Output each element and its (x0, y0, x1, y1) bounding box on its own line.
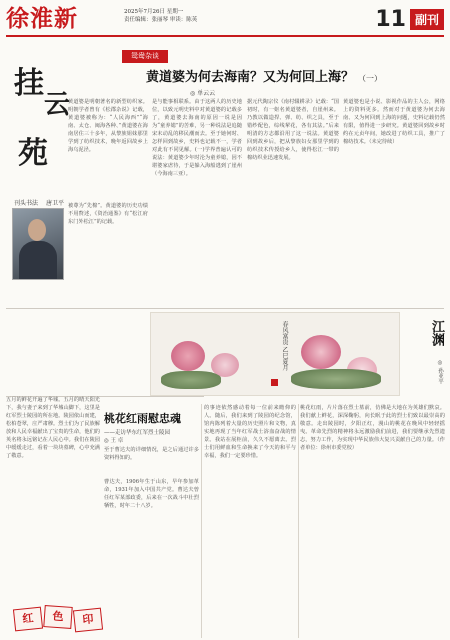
masthead-date (124, 8, 264, 24)
article2-col4: 桃花红雨，片片落在烈士墓前，仿佛是大地在为英雄们默哀。我们献上鲜花，深深鞠躬，向长眠于此的烈士们致以最崇高的敬意。走出陵园时，夕阳正红，漫山的桃花在晚风中轻轻摇曳。革命先烈的精神将永远激励我们前进，我们要继承先烈遗志，努力工作，为实现中华民族伟大复兴贡献自己的力量。（作者单位：徐州市委党校） (300, 405, 445, 451)
article1-headline-suffix: （一） (358, 74, 383, 83)
article2-left-col: 五月的鲜花开遍了华墟。五月的晴天阳光下，我与妻子来到了华墟山脚下，这里是红军烈士陵园的所在地。陵园依山而建，松柏苍翠，庄严肃穆。烈士们为了民族解放和人民幸福献出了宝贵的生命，他们的英名将永远铭记在人民心中。我们在陵园中缓缓走过，看着一块块墓碑，心中充满了敬意。 (6, 397, 100, 459)
article2-mid-top: 至于曹达夫的详细情况，是之后通过许多资料得知的。 (104, 447, 199, 461)
column-rule-1 (201, 404, 202, 638)
peony-flower-3 (301, 335, 341, 369)
author-portrait (12, 208, 64, 280)
jiangnan-title: 江渊 (429, 320, 444, 346)
article2-author: ◎ 王 卓 (104, 438, 124, 444)
column-title-char-2: 云 (44, 90, 71, 120)
peony-painting (150, 312, 400, 396)
header-rule (6, 35, 444, 37)
column-title (14, 58, 74, 188)
column-title-char-1: 挂 (14, 66, 44, 101)
article2-byline: ——走访华东红军烈士陵园 (104, 430, 171, 436)
portrait-body (19, 241, 57, 279)
peony-flower-1 (171, 341, 205, 371)
column-title-char-3: 苑 (18, 136, 48, 171)
article2-mid-col: 曹达夫，1906年生于山东，早年参加革命，1931年加入中国共产党。曹达夫曾任红军某部政委，后来在一次战斗中壮烈牺牲，时年二十八岁。 (104, 479, 199, 509)
column-rule-2 (298, 404, 299, 638)
stamp-char-3: 印 (73, 608, 103, 633)
article1-col3: 黄道婆也是小说、影视作品的主人公，网络上的资料更多。然而对于黄道婆为何去海南、又为何回到上海的问题，史料记载仍然有限，值得进一步研究。黄道婆回到故乡时约在元贞年间，她改进了纺织工具，推广了棉纺技术。（未完待续） (343, 99, 445, 145)
stamp-char-2: 色 (43, 605, 72, 629)
stamp-char-1: 红 (13, 607, 43, 632)
jiangnan-author: ◎ 孙亚平 (437, 360, 443, 385)
byline-name: 唐卫平 (46, 200, 65, 207)
article1-headline-text: 黄道婆为何去海南？又为何回上海？ (146, 70, 355, 85)
article1-col0: 黄道婆是明朝著名的新型纺织家。明朝学者曾有《松郡杂说》记载，黄道婆被称为：“人民海西”“海南、太仓、闽海各种、”黄道婆在海南居住三十多年，从黎族姐妹那里学到了纺织技术，晚年返回故乡上海乌泥泾。 (68, 99, 148, 153)
article1-author: ◎ 单云云 (190, 90, 216, 97)
page-number-block (360, 6, 444, 32)
page-number: 11 (375, 6, 406, 32)
red-stamp-decoration (14, 604, 104, 634)
byline-label: 刊头书法 (14, 200, 39, 207)
peony-leaves-2 (291, 369, 381, 389)
peony-leaves-1 (161, 371, 221, 389)
article1-col2: 据元代陶宗仪《南村辍耕录》记载：“国初时，有一妪名黄道婆者，自崖州来。乃教以做造捍、弹、纺、织之具，至于错纱配色，综线挈花，各有其法。”后来明清的方志都沿用了这一说法。黄道婆回到故乡后，把从黎族妇女那里学到的纺织技术传授给乡人，使得松江一带的棉纺织业迅速发展。 (247, 99, 339, 161)
column-tag: 鸳鸯杂谈 (122, 50, 168, 63)
painting-seal (271, 379, 278, 386)
article1-headline (146, 66, 446, 84)
section-divider-1 (6, 308, 444, 309)
article1-col1: 是与能事相联系。由于这两人的历史地位，以致元明史料中对黄道婆的记载多了，黄道婆去海南的原因一说是因为“童养媳”的苦难，另一种说法是追随宋末动乱的移民潮而去。至于她何时、怎样回到故乡，史料也记载不一，学者对此有不同见解。(一)学界普遍认可的说法：黄道婆少年时沦为童养媳，因不堪婆家虐待，于是躲入海船逃到了崖州（今海南三亚）。 (152, 99, 242, 177)
date-line-2: 责任编辑：张丽琴 审读：陈英 (124, 17, 198, 23)
article2-col3: 的事迹依然感动着每一位前来瞻仰的人。随后，我们来到了陵园的纪念馆，馆内陈列着大量的历史照片和文物，真实地再现了当年红军战士浴血奋战的情景。我站在展柜前，久久不愿离去。烈士们用鲜血和生命换来了今天的和平与幸福，我们一定要珍惜。 (204, 405, 296, 459)
section-badge: 副刊 (410, 9, 444, 30)
article1-col0b: 被尊为“先棉”。黄道婆的历史功绩不用赘述，《资治通鉴》有“松江府东门外松江”的记载。 (68, 203, 148, 225)
painting-inscription: 春风富贵 乙巳夏月 (281, 321, 288, 371)
article2-headline: 桃花红雨慰忠魂 (104, 412, 181, 425)
portrait-face (28, 219, 46, 241)
date-line-1: 2025年7月26日 星期一 (124, 9, 184, 15)
masthead-name: 徐淮新 (6, 5, 78, 32)
